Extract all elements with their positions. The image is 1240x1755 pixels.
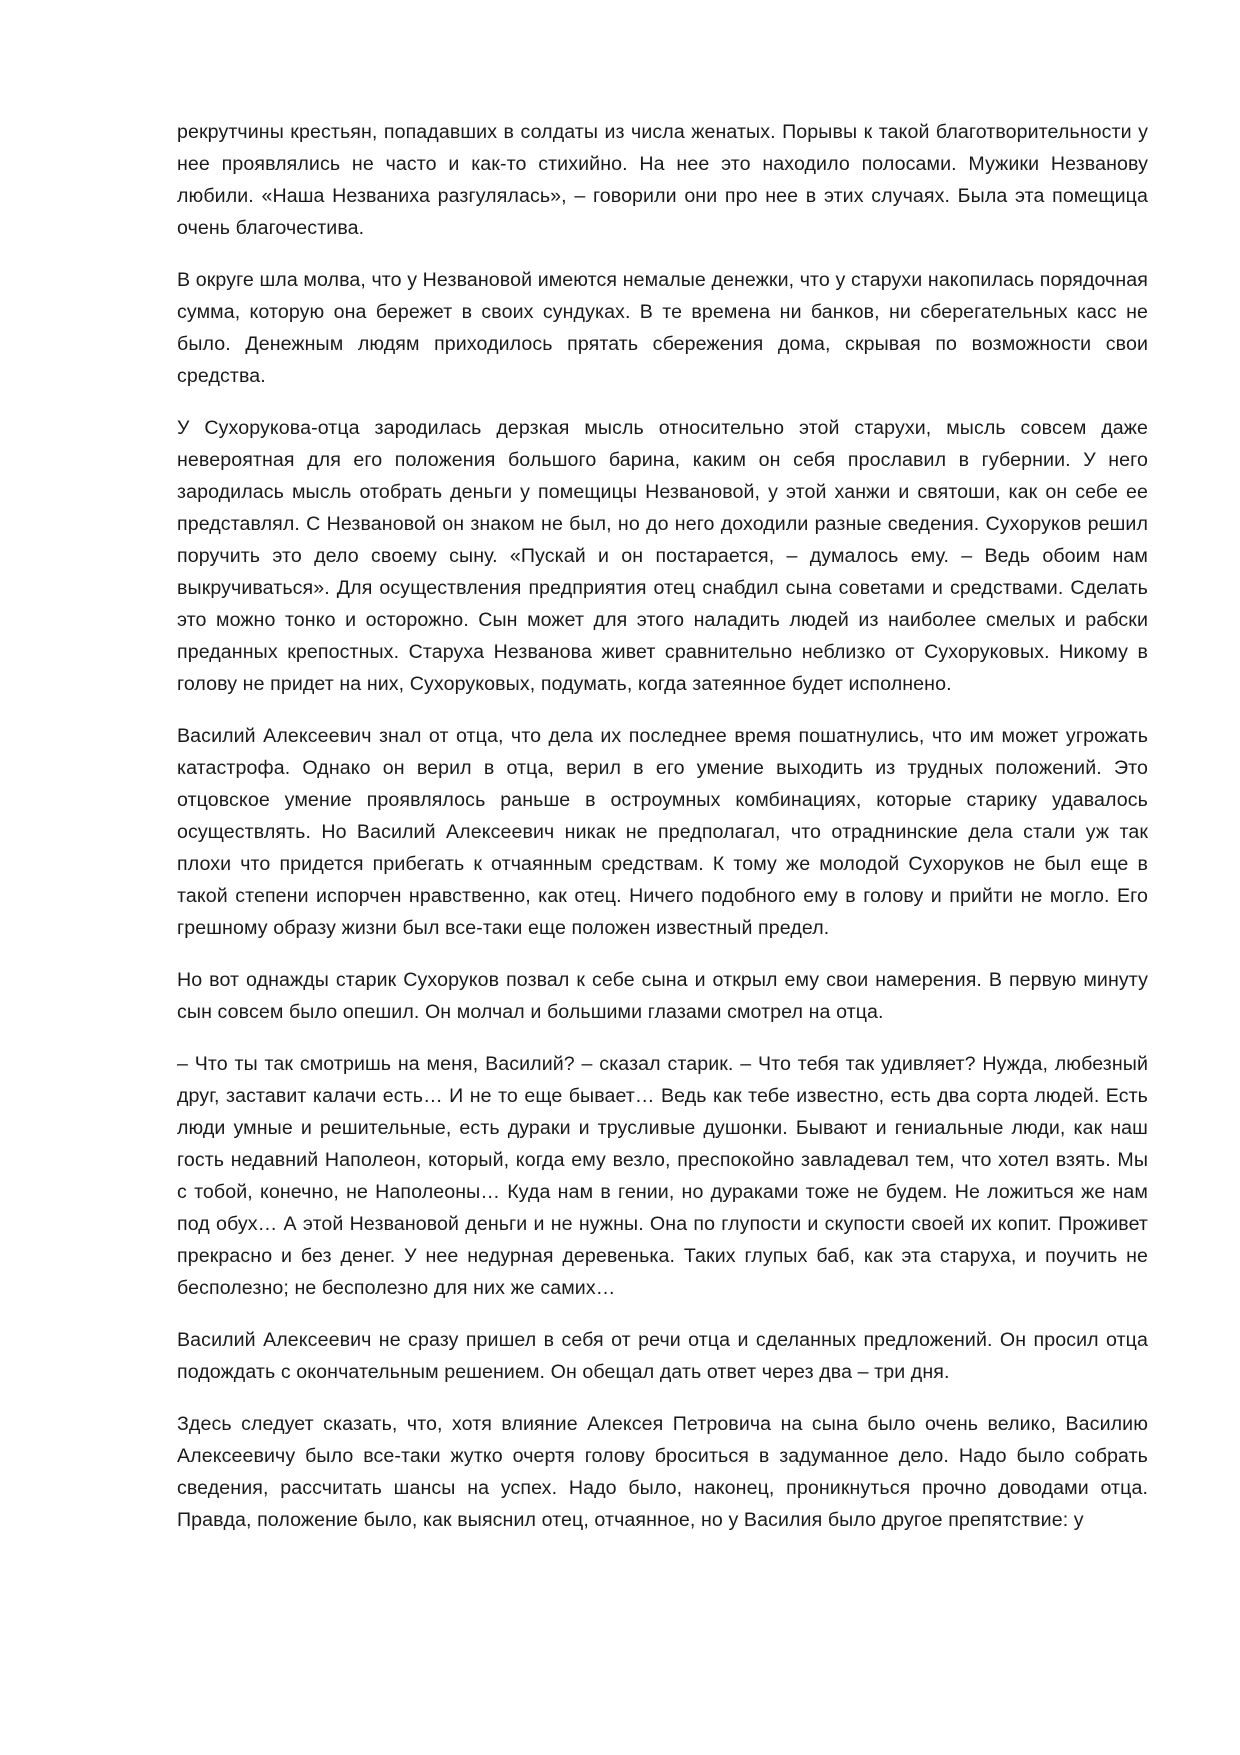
document-page [177, 116, 1148, 1556]
paragraph-7: Василий Алексеевич не сразу пришел в себя от речи отца и сделанных предложений. Он просил отца подождать с окончательным решением. Он обещал дать ответ через два – три дня. [177, 1329, 1148, 1383]
paragraph-3: У Сухорукова-отца зародилась дерзкая мысль относительно этой старухи, мысль совсем даже невероятная для его положения большого барина, каким он себя прославил в губернии. У него зародилась мысль отобрать деньги у помещицы Незвановой, у этой ханжи и святоши, как он себе ее представлял. С Незвановой он знаком не был, но до него доходили разные сведения. Сухоруков решил поручить это дело своему сыну. «Пускай и он постарается, – думалось ему. – Ведь обоим нам выкручиваться». Для осуществления предприятия отец снабдил сына советами и средствами. Сделать это можно тонко и осторожно. Сын может для этого наладить людей из наиболее смелых и рабски преданных крепостных. Старуха Незванова живет сравнительно неблизко от Сухоруковых. Никому в голову не придет на них, Сухоруковых, подумать, когда затеянное будет исполнено. [177, 417, 1148, 695]
paragraph-4: Василий Алексеевич знал от отца, что дела их последнее время пошатнулись, что им может угрожать катастрофа. Однако он верил в отца, верил в его умение выходить из трудных положений. Это отцовское умение проявлялось раньше в остроумных комбинациях, которые старику удавалось осуществлять. Но Василий Алексеевич никак не предполагал, что отраднинские дела стали уж так плохи что придется прибегать к отчаянным средствам. К тому же молодой Сухоруков не был еще в такой степени испорчен нравственно, как отец. Ничего подобного ему в голову и прийти не могло. Его грешному образу жизни был все-таки еще положен известный предел. [177, 725, 1148, 939]
paragraph-2: В округе шла молва, что у Незвановой имеются немалые денежки, что у старухи накопилась порядочная сумма, которую она бережет в своих сундуках. В те времена ни банков, ни сберегательных касс не было. Денежным людям приходилось прятать сбережения дома, скрывая по возможности свои средства. [177, 269, 1148, 387]
paragraph-8: Здесь следует сказать, что, хотя влияние Алексея Петровича на сына было очень велико, Василию Алексеевичу было все-таки жутко очертя голову броситься в задуманное дело. Надо было собрать сведения, рассчитать шансы на успех. Надо было, наконец, проникнуться прочно доводами отца. Правда, положение было, как выяснил отец, отчаянное, но у Василия было другое препятствие: у [177, 1413, 1148, 1531]
paragraph-1: рекрутчины крестьян, попадавших в солдаты из числа женатых. Порывы к такой благотворительности у нее проявлялись не часто и как-то стихийно. На нее это находило полосами. Мужики Незванову любили. «Наша Незваниха разгулялась», – говорили они про нее в этих случаях. Была эта помещица очень благочестива. [177, 121, 1148, 239]
paragraph-6: – Что ты так смотришь на меня, Василий? – сказал старик. – Что тебя так удивляет? Нужда, любезный друг, заставит калачи есть… И не то еще бывает… Ведь как тебе известно, есть два сорта людей. Есть люди умные и решительные, есть дураки и трусливые душонки. Бывают и гениальные люди, как наш гость недавний Наполеон, который, когда ему везло, преспокойно завладевал тем, что хотел взять. Мы с тобой, конечно, не Наполеоны… Куда нам в гении, но дураками тоже не будем. Не ложиться же нам под обух… А этой Незвановой деньги и не нужны. Она по глупости и скупости своей их копит. Проживет прекрасно и без денег. У нее недурная деревенька. Таких глупых баб, как эта старуха, и поучить не бесполезно; не бесполезно для них же самих… [177, 1053, 1148, 1299]
paragraph-5: Но вот однажды старик Сухоруков позвал к себе сына и открыл ему свои намерения. В первую минуту сын совсем было опешил. Он молчал и большими глазами смотрел на отца. [177, 969, 1148, 1023]
